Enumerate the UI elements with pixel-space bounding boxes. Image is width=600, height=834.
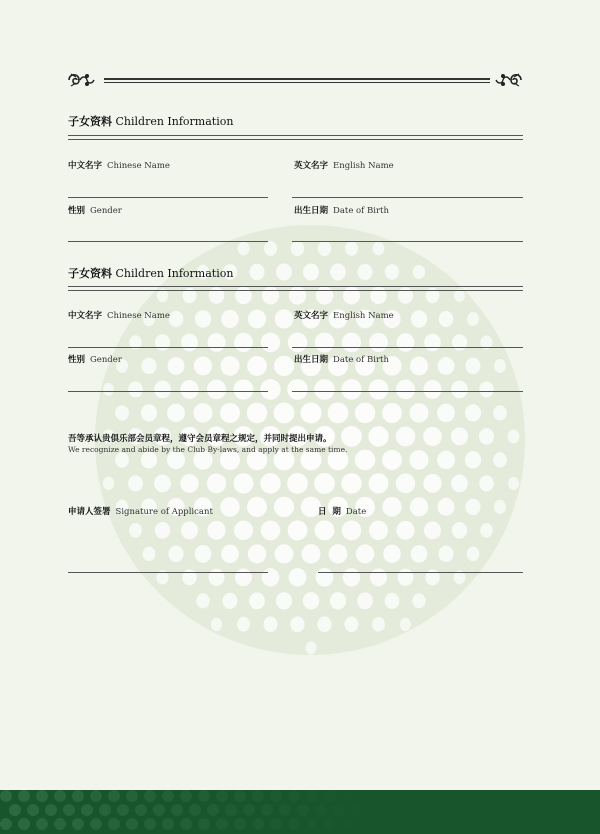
gender-label bbox=[68, 353, 122, 365]
statement-en: We recognize and abide by the Club By-laws, and apply at the same time. bbox=[68, 445, 348, 454]
gender-label bbox=[68, 204, 122, 216]
label-zh: 性别 bbox=[68, 355, 86, 365]
section-title bbox=[68, 113, 233, 129]
section-title-en: Children Information bbox=[115, 267, 234, 280]
label-zh: 日 期 bbox=[318, 507, 341, 517]
chinese-name-field[interactable] bbox=[68, 347, 268, 348]
date-of-birth-label bbox=[294, 353, 389, 365]
header-rule-top bbox=[104, 78, 490, 80]
signature-field[interactable] bbox=[68, 572, 268, 573]
english-name-field[interactable] bbox=[292, 347, 523, 348]
label-zh: 申请人签署 bbox=[68, 507, 111, 517]
label-zh: 性别 bbox=[68, 206, 86, 216]
chinese-name-field[interactable] bbox=[68, 197, 268, 198]
label-zh: 英文名字 bbox=[294, 311, 329, 321]
date-of-birth-field[interactable] bbox=[292, 391, 523, 392]
english-name-label bbox=[294, 309, 394, 321]
label-en: English Name bbox=[333, 311, 394, 321]
label-zh: 中文名字 bbox=[68, 161, 103, 171]
floral-ornament-right-icon bbox=[494, 70, 524, 90]
date-of-birth-field[interactable] bbox=[292, 241, 523, 242]
label-en: Chinese Name bbox=[107, 311, 170, 321]
gender-field[interactable] bbox=[68, 241, 268, 242]
section-title bbox=[68, 265, 233, 281]
section-divider bbox=[68, 135, 523, 140]
label-zh: 英文名字 bbox=[294, 161, 329, 171]
label-zh: 出生日期 bbox=[294, 206, 329, 216]
chinese-name-label bbox=[68, 159, 170, 171]
section-title-en: Children Information bbox=[115, 115, 234, 128]
label-en: Date of Birth bbox=[333, 206, 389, 216]
section-divider bbox=[68, 286, 523, 291]
gender-field[interactable] bbox=[68, 391, 268, 392]
label-zh: 出生日期 bbox=[294, 355, 329, 365]
label-en: Date of Birth bbox=[333, 355, 389, 365]
section-title-zh: 子女资料 bbox=[68, 115, 112, 128]
label-en: Chinese Name bbox=[107, 161, 170, 171]
date-label bbox=[318, 505, 366, 517]
label-zh: 中文名字 bbox=[68, 311, 103, 321]
english-name-label bbox=[294, 159, 394, 171]
section-title-zh: 子女资料 bbox=[68, 267, 112, 280]
english-name-field[interactable] bbox=[292, 197, 523, 198]
header-rule-bottom bbox=[104, 82, 490, 83]
label-en: Signature of Applicant bbox=[115, 507, 213, 517]
label-en: English Name bbox=[333, 161, 394, 171]
label-en: Gender bbox=[90, 355, 122, 365]
floral-ornament-left-icon bbox=[66, 70, 96, 90]
footer-dimple-pattern bbox=[0, 790, 600, 834]
label-en: Gender bbox=[90, 206, 122, 216]
statement-zh: 吾等承认贵俱乐部会员章程，遵守会员章程之规定，并同时提出申请。 bbox=[68, 434, 332, 444]
date-of-birth-label bbox=[294, 204, 389, 216]
footer-band bbox=[0, 790, 600, 834]
date-field[interactable] bbox=[318, 572, 523, 573]
signature-label bbox=[68, 505, 213, 517]
chinese-name-label bbox=[68, 309, 170, 321]
label-en: Date bbox=[345, 507, 367, 517]
